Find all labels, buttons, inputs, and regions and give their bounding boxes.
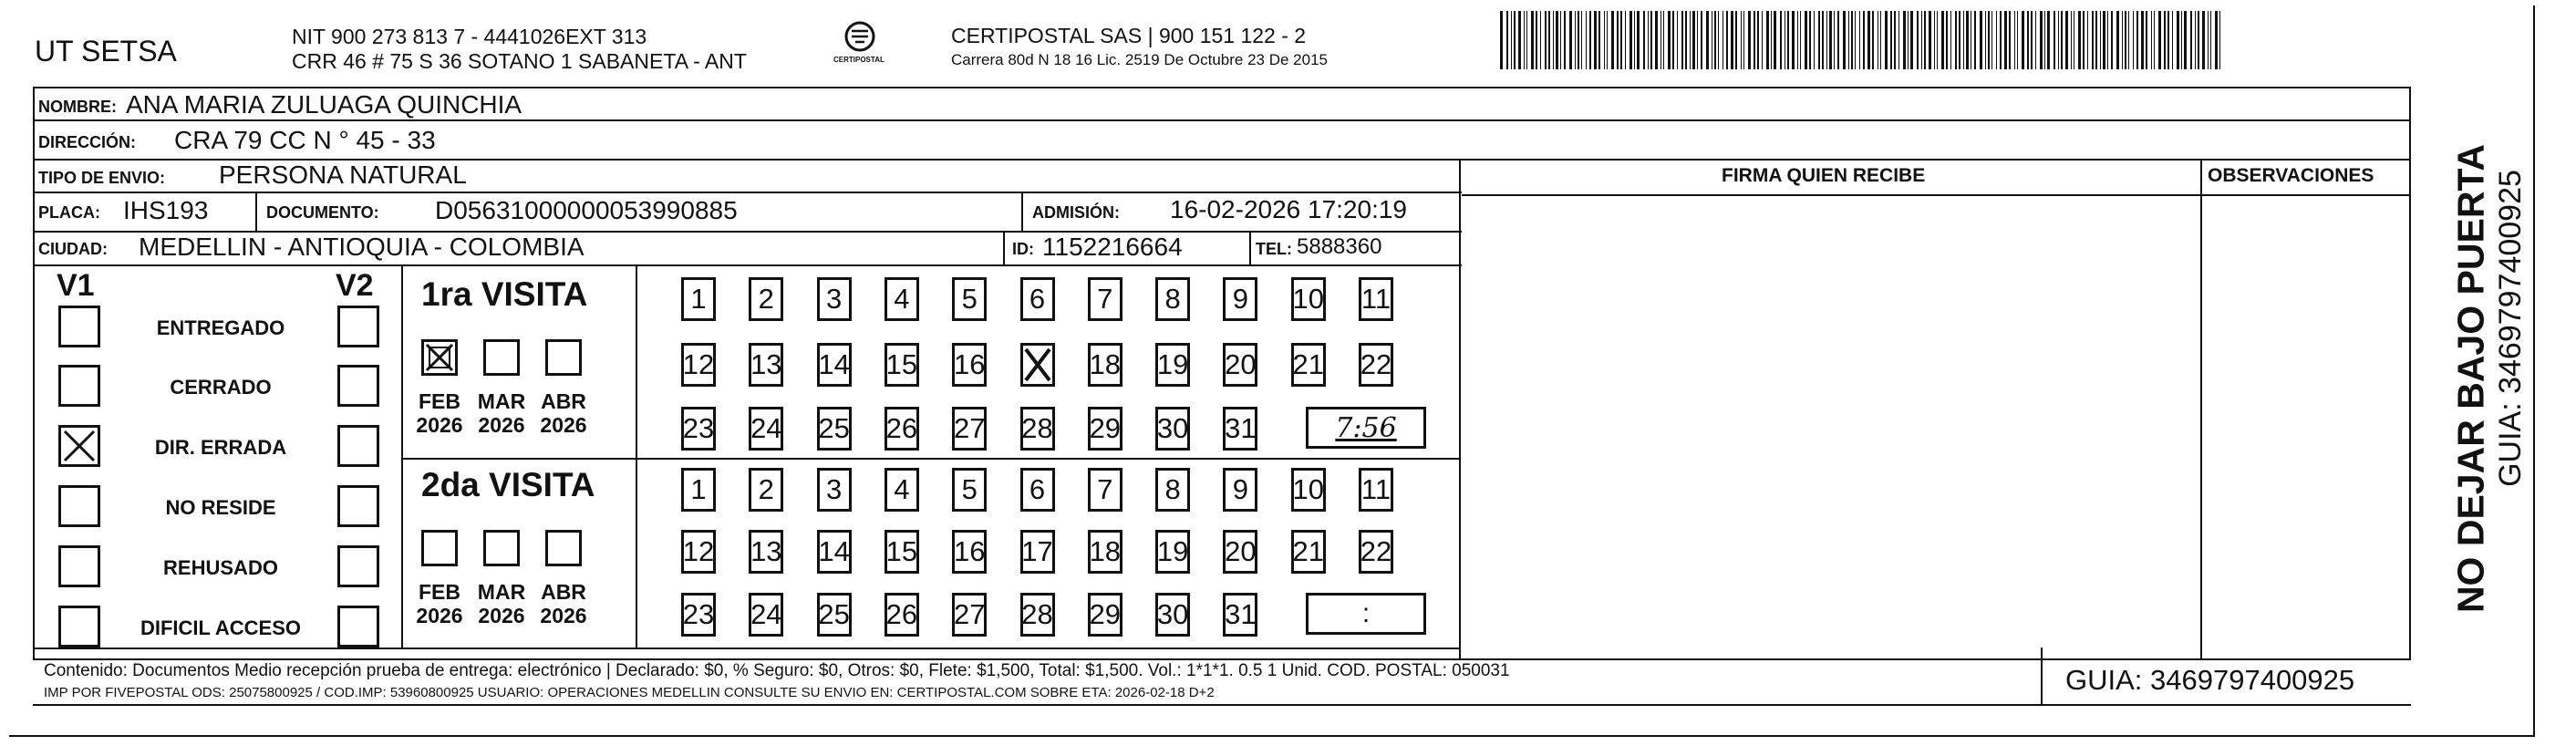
day-box[interactable]: 30 bbox=[1155, 593, 1190, 637]
tipo-envio-label: TIPO DE ENVIO: bbox=[38, 169, 166, 187]
day-box[interactable]: 3 bbox=[817, 468, 852, 512]
day-box[interactable]: 8 bbox=[1155, 277, 1190, 321]
day-box[interactable]: 17 bbox=[1020, 530, 1055, 574]
day-box[interactable]: 23 bbox=[681, 407, 716, 451]
day-box[interactable]: 13 bbox=[749, 530, 783, 574]
month-checkbox[interactable] bbox=[421, 339, 458, 376]
v2-label: V2 bbox=[336, 268, 374, 303]
day-box[interactable]: 25 bbox=[817, 407, 852, 451]
v1-checkbox[interactable] bbox=[58, 365, 100, 407]
day-box[interactable]: 7 bbox=[1088, 277, 1122, 321]
day-box[interactable]: 13 bbox=[749, 343, 783, 387]
day-box[interactable]: 4 bbox=[885, 277, 919, 321]
placa-value: IHS193 bbox=[123, 196, 209, 224]
day-box[interactable]: 7 bbox=[1088, 468, 1122, 512]
day-box[interactable]: 21 bbox=[1291, 343, 1326, 387]
day-box[interactable]: 20 bbox=[1223, 343, 1257, 387]
ciudad-label: CIUDAD: bbox=[38, 240, 108, 258]
day-box[interactable]: 14 bbox=[817, 343, 852, 387]
day-box[interactable]: 2 bbox=[749, 468, 783, 512]
status-label: DIR. ERRADA bbox=[154, 436, 287, 459]
day-box[interactable]: 28 bbox=[1020, 407, 1055, 451]
first-visit-title: 1ra VISITA bbox=[421, 275, 588, 313]
day-box[interactable]: 16 bbox=[952, 343, 987, 387]
month-label: ABR 2026 bbox=[540, 580, 587, 628]
day-box[interactable]: 10 bbox=[1291, 277, 1326, 321]
ciudad-value: MEDELLIN - ANTIOQUIA - COLOMBIA bbox=[139, 233, 585, 261]
day-box[interactable]: 1 bbox=[681, 468, 716, 512]
month-checkbox[interactable] bbox=[545, 530, 582, 566]
v1-checkbox[interactable] bbox=[58, 545, 100, 587]
day-box[interactable]: 6 bbox=[1020, 468, 1055, 512]
tel-label: TEL: bbox=[1256, 240, 1292, 258]
month-label: ABR 2026 bbox=[540, 389, 587, 438]
day-box[interactable]: 4 bbox=[885, 468, 919, 512]
admision-label: ADMISIÓN: bbox=[1032, 203, 1120, 222]
day-box[interactable]: 11 bbox=[1359, 277, 1393, 321]
day-box[interactable]: 22 bbox=[1359, 343, 1393, 387]
firma-label: FIRMA QUIEN RECIBE bbox=[1722, 165, 1926, 186]
v1-checkbox[interactable] bbox=[58, 606, 100, 648]
v2-checkbox[interactable] bbox=[337, 606, 379, 648]
time-box[interactable]: : bbox=[1306, 593, 1426, 635]
nombre-value: ANA MARIA ZULUAGA QUINCHIA bbox=[126, 90, 522, 119]
direccion-value: CRA 79 CC N ° 45 - 33 bbox=[174, 126, 436, 154]
month-label: MAR 2026 bbox=[477, 580, 526, 628]
company-name: UT SETSA bbox=[35, 35, 177, 67]
month-label: FEB 2026 bbox=[416, 389, 463, 438]
day-box[interactable]: 27 bbox=[952, 407, 987, 451]
month-label: MAR 2026 bbox=[477, 389, 526, 438]
day-box[interactable]: 18 bbox=[1088, 530, 1122, 574]
day-box[interactable]: 9 bbox=[1223, 468, 1257, 512]
admision-value: 16-02-2026 17:20:19 bbox=[1170, 195, 1407, 223]
month-checkbox[interactable] bbox=[545, 339, 582, 376]
day-box[interactable]: 22 bbox=[1359, 530, 1393, 574]
month-checkbox[interactable] bbox=[483, 530, 520, 566]
month-checkbox[interactable] bbox=[483, 339, 520, 376]
id-value: 1152216664 bbox=[1042, 233, 1183, 261]
no-dejar-bajo-puerta: NO DEJAR BAJO PUERTA bbox=[2449, 143, 2492, 614]
guia-box: GUIA: 3469797400925 bbox=[2065, 664, 2355, 696]
day-box[interactable]: 26 bbox=[885, 407, 919, 451]
contenido-line: Contenido: Documentos Medio recepción prueba de entrega: electrónico | Declarado: $0, % Seguro: $0, Otros: $0, Flete: $1,500, Total: $1,500. Vol.: 1*1*1. 0.5 1 Unid. COD. POSTAL: 050031 bbox=[44, 661, 1510, 680]
status-label: NO RESIDE bbox=[165, 496, 276, 519]
day-box[interactable]: 9 bbox=[1223, 277, 1257, 321]
day-box[interactable]: 21 bbox=[1291, 530, 1326, 574]
day-box[interactable]: 31 bbox=[1223, 593, 1257, 637]
time-box[interactable]: 7:56 bbox=[1306, 407, 1426, 449]
tipo-envio-value: PERSONA NATURAL bbox=[219, 161, 467, 189]
day-box[interactable]: 19 bbox=[1155, 530, 1190, 574]
placa-label: PLACA: bbox=[38, 203, 100, 222]
v1-checkbox[interactable] bbox=[58, 306, 100, 347]
day-box[interactable]: 12 bbox=[681, 530, 716, 574]
status-label: CERRADO bbox=[170, 376, 272, 399]
day-box[interactable]: 20 bbox=[1223, 530, 1257, 574]
day-box[interactable]: 5 bbox=[952, 468, 987, 512]
day-box[interactable]: 26 bbox=[885, 593, 919, 637]
v1-checkbox[interactable] bbox=[58, 485, 100, 527]
guia-vertical: GUIA: 3469797400925 bbox=[2493, 170, 2528, 487]
day-box[interactable]: 25 bbox=[817, 593, 852, 637]
second-visit-title: 2da VISITA bbox=[421, 466, 595, 503]
direccion-label: DIRECCIÓN: bbox=[38, 133, 136, 151]
day-box[interactable]: 16 bbox=[952, 530, 987, 574]
day-box[interactable]: 15 bbox=[885, 530, 919, 574]
day-box[interactable]: 29 bbox=[1088, 593, 1122, 637]
day-box[interactable]: 3 bbox=[817, 277, 852, 321]
day-box[interactable]: 11 bbox=[1359, 468, 1393, 512]
v2-checkbox[interactable] bbox=[337, 425, 379, 467]
v2-checkbox[interactable] bbox=[337, 485, 379, 527]
id-label: ID: bbox=[1012, 240, 1034, 258]
day-box[interactable]: 28 bbox=[1020, 593, 1055, 637]
license-line: Carrera 80d N 18 16 Lic. 2519 De Octubre 23 De 2015 bbox=[951, 51, 1328, 68]
day-box[interactable]: 6 bbox=[1020, 277, 1055, 321]
day-box[interactable]: 14 bbox=[817, 530, 852, 574]
address-line: CRR 46 # 75 S 36 SOTANO 1 SABANETA - ANT bbox=[292, 49, 747, 73]
nit-line: NIT 900 273 813 7 - 4441026EXT 313 bbox=[292, 25, 647, 48]
day-box[interactable]: 8 bbox=[1155, 468, 1190, 512]
v2-checkbox[interactable] bbox=[337, 365, 379, 407]
month-checkbox[interactable] bbox=[421, 530, 458, 566]
v2-checkbox[interactable] bbox=[337, 545, 379, 587]
day-box[interactable]: 1 bbox=[681, 277, 716, 321]
day-box[interactable]: 29 bbox=[1088, 407, 1122, 451]
day-box[interactable]: 5 bbox=[952, 277, 987, 321]
day-box[interactable]: 31 bbox=[1223, 407, 1257, 451]
logo-text: CERTIPOSTAL bbox=[833, 56, 885, 64]
day-box[interactable]: 18 bbox=[1088, 343, 1122, 387]
documento-label: DOCUMENTO: bbox=[266, 203, 379, 222]
day-box[interactable]: 23 bbox=[681, 593, 716, 637]
documento-value: D05631000000053990885 bbox=[435, 196, 738, 224]
nombre-label: NOMBRE: bbox=[38, 98, 117, 116]
month-label: FEB 2026 bbox=[416, 580, 463, 628]
certipostal-line: CERTIPOSTAL SAS | 900 151 122 - 2 bbox=[951, 24, 1307, 47]
status-label: ENTREGADO bbox=[156, 316, 285, 339]
v2-checkbox[interactable] bbox=[337, 306, 379, 347]
day-box[interactable]: 30 bbox=[1155, 407, 1190, 451]
certipostal-logo bbox=[828, 18, 892, 71]
tel-value: 5888360 bbox=[1297, 234, 1382, 259]
day-box[interactable]: 10 bbox=[1291, 468, 1326, 512]
v1-label: V1 bbox=[57, 268, 95, 303]
day-box[interactable]: 12 bbox=[681, 343, 716, 387]
v1-checkbox[interactable] bbox=[58, 425, 100, 467]
day-box[interactable]: 15 bbox=[885, 343, 919, 387]
day-box[interactable]: 2 bbox=[749, 277, 783, 321]
status-label: REHUSADO bbox=[163, 556, 278, 579]
barcode bbox=[1500, 11, 2220, 69]
day-box[interactable]: 19 bbox=[1155, 343, 1190, 387]
day-box[interactable]: 24 bbox=[749, 407, 783, 451]
day-box[interactable] bbox=[1020, 343, 1055, 387]
imp-line: IMP POR FIVEPOSTAL ODS: 25075800925 / COD.IMP: 53960800925 USUARIO: OPERACIONES MEDELLIN CONSULTE SU ENVIO EN: CERTIPOSTAL.COM SOBRE ETA: 2026-02-18 D+2 bbox=[44, 685, 1215, 700]
observaciones-label: OBSERVACIONES bbox=[2208, 165, 2374, 186]
day-box[interactable]: 27 bbox=[952, 593, 987, 637]
status-label: DIFICIL ACCESO bbox=[140, 616, 301, 639]
day-box[interactable]: 24 bbox=[749, 593, 783, 637]
